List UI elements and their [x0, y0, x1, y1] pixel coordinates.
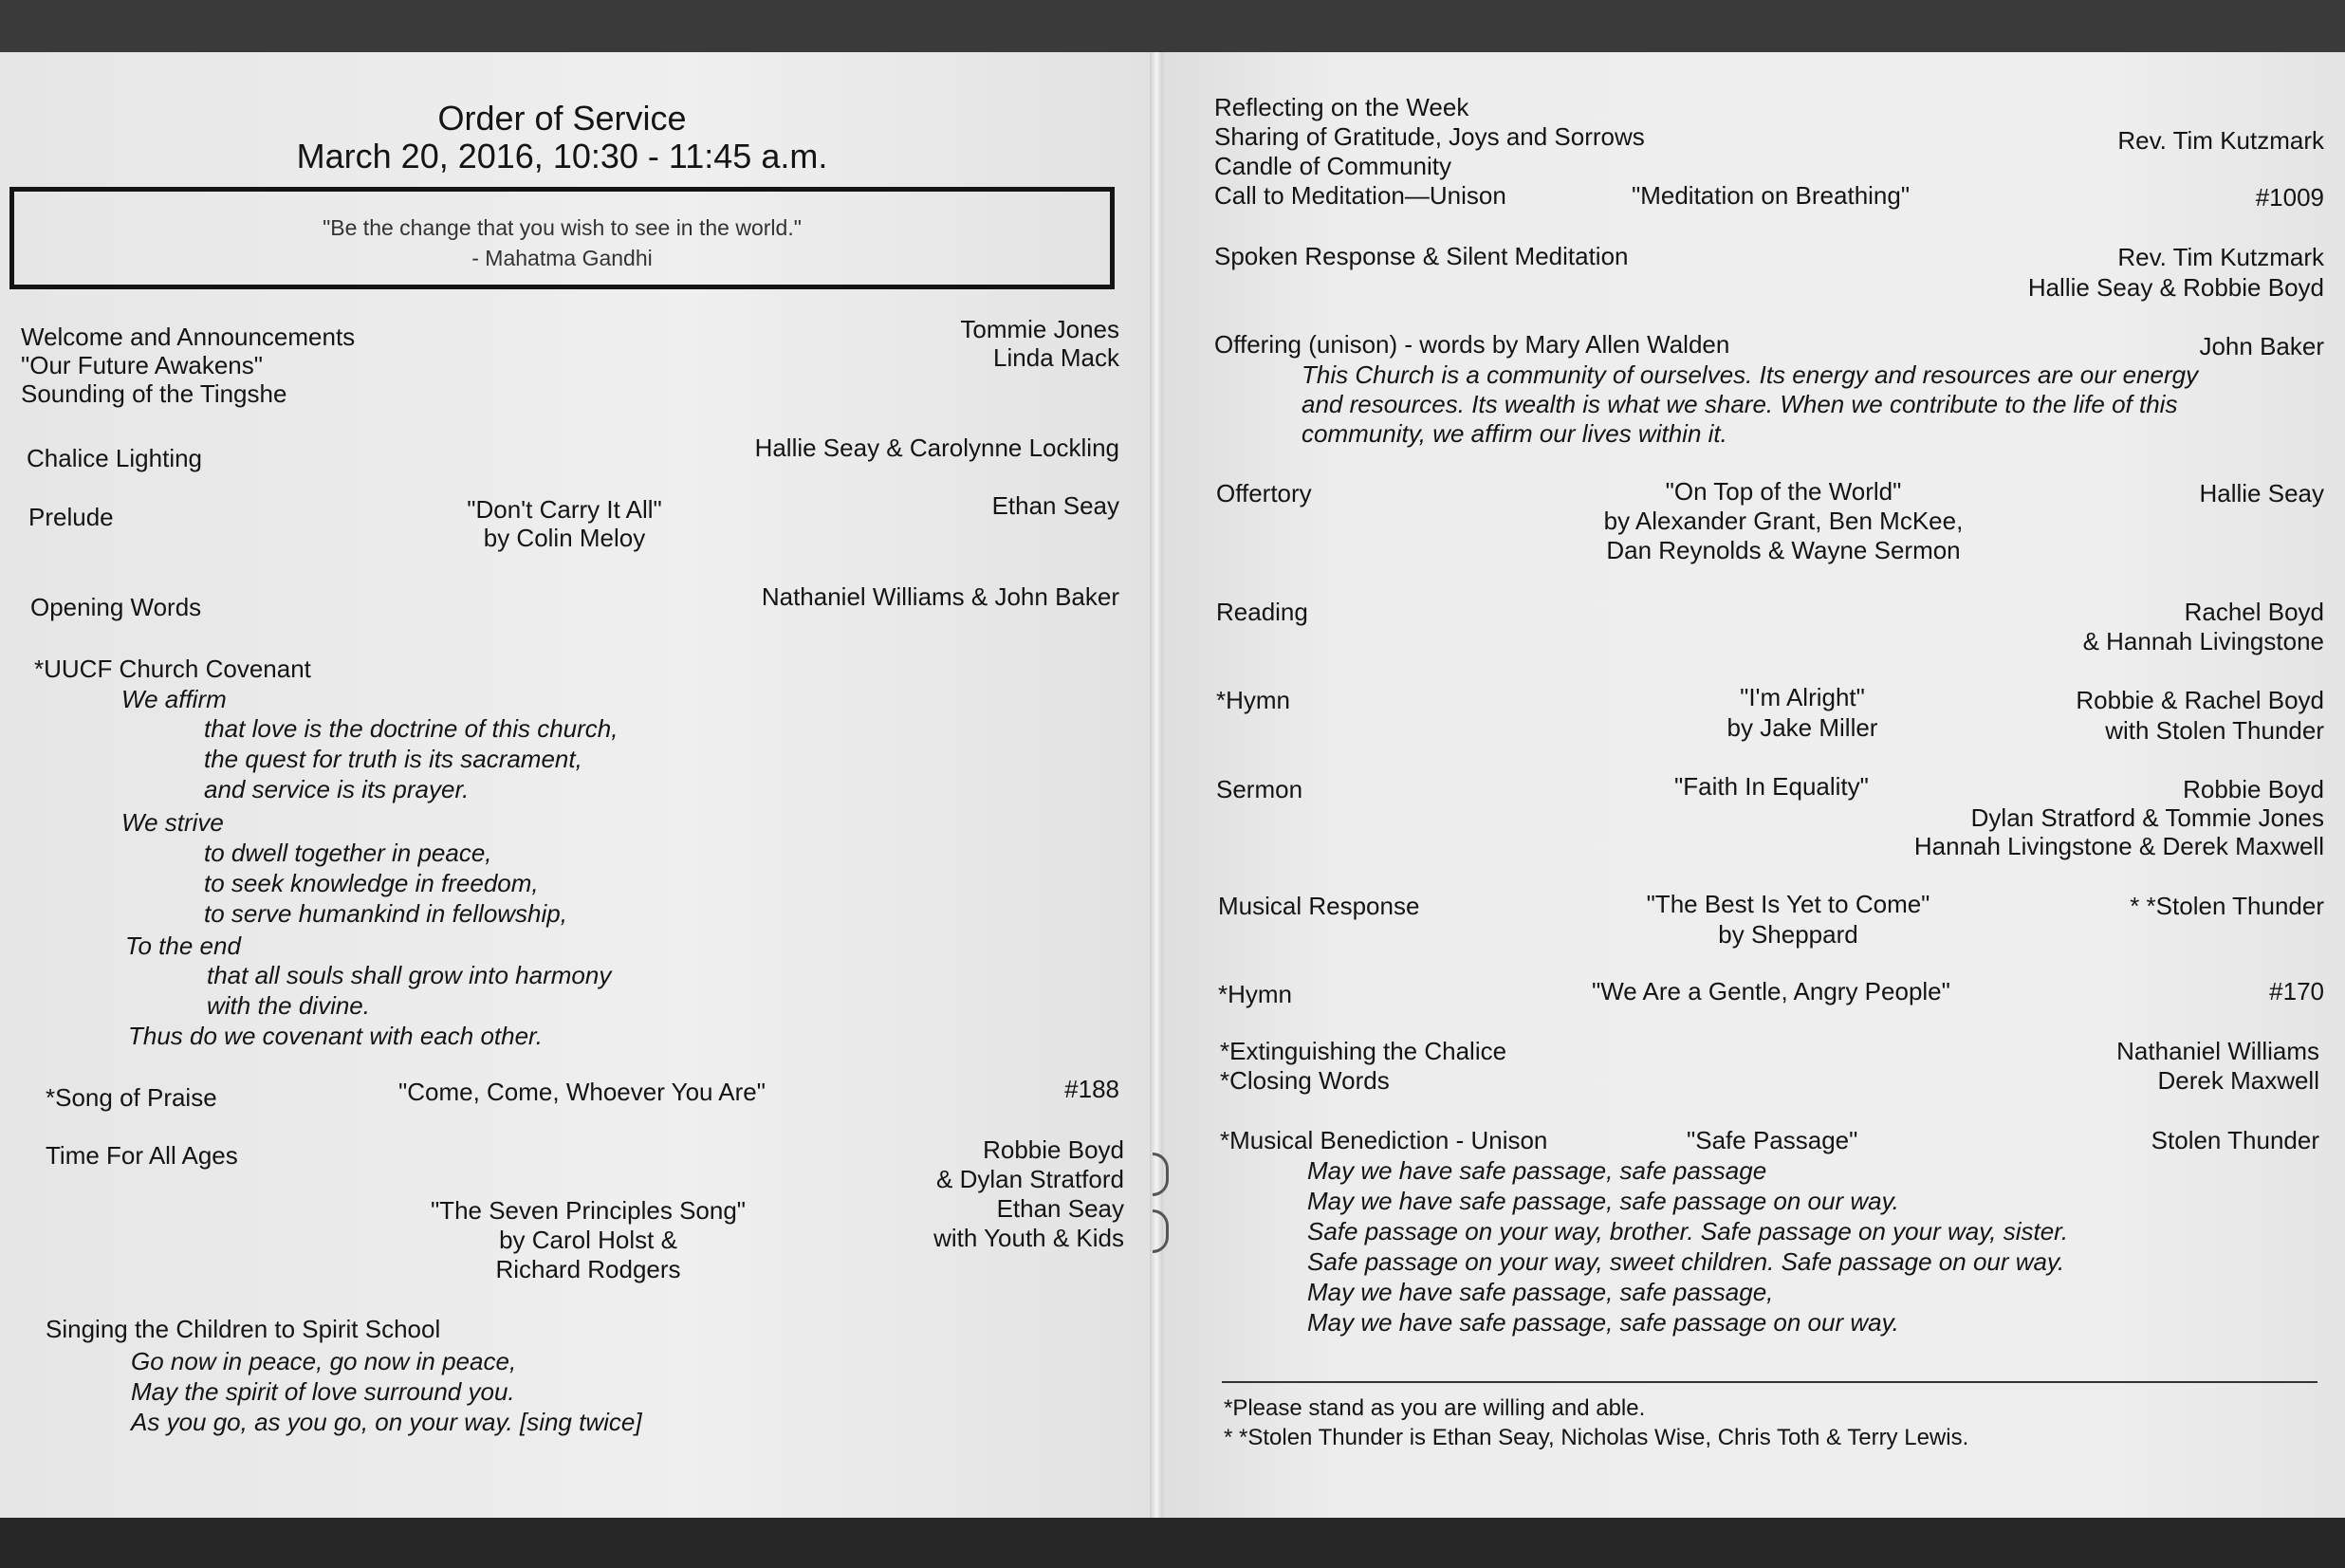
spoken-name: Hallie Seay & Robbie Boyd — [2027, 273, 2324, 302]
welcome-item: "Our Future Awakens" — [21, 351, 263, 379]
musical-response-title: "The Best Is Yet to Come" — [1646, 890, 1930, 918]
hymn2-number: #170 — [2269, 977, 2324, 1005]
hymn1-name: with Stolen Thunder — [2105, 716, 2324, 745]
covenant-label: *UUCF Church Covenant — [34, 655, 311, 683]
benediction-line: May we have safe passage, safe passage on our way. — [1307, 1187, 1899, 1215]
singing-line: As you go, as you go, on your way. [sing twice] — [131, 1408, 642, 1436]
covenant-line: to seek knowledge in freedom, — [204, 869, 539, 897]
sermon-title: "Faith In Equality" — [1674, 772, 1869, 801]
hymn1-name: Robbie & Rachel Boyd — [2076, 686, 2324, 714]
song-label: *Song of Praise — [46, 1083, 217, 1112]
covenant-line: to serve humankind in fellowship, — [204, 899, 567, 928]
song-title: "Come, Come, Whoever You Are" — [398, 1078, 766, 1106]
hymn1-label: *Hymn — [1216, 686, 1291, 714]
musical-response-name: * *Stolen Thunder — [2130, 892, 2324, 920]
footnote: * *Stolen Thunder is Ethan Seay, Nicholas Wise, Chris Toth & Terry Lewis. — [1224, 1425, 1969, 1450]
offering-line: This Church is a community of ourselves. Its energy and resources are our energy — [1302, 360, 2199, 389]
opening-names: Nathaniel Williams & John Baker — [761, 582, 1119, 611]
quote-text: "Be the change that you wish to see in the world." — [323, 215, 802, 240]
time-for-all-name: & Dylan Stratford — [936, 1165, 1124, 1193]
offering-label: Offering (unison) - words by Mary Allen Walden — [1214, 330, 1730, 359]
offertory-by: by Alexander Grant, Ben McKee, — [1603, 507, 1964, 535]
closing-words-name: Derek Maxwell — [2157, 1066, 2319, 1095]
hymn2-title: "We Are a Gentle, Angry People" — [1592, 977, 1950, 1005]
spoken-label: Spoken Response & Silent Meditation — [1214, 242, 1629, 270]
background-top — [0, 0, 2345, 57]
hymn1-title: "I'm Alright" — [1740, 683, 1865, 711]
sermon-name: Dylan Stratford & Tommie Jones — [1970, 803, 2324, 832]
offertory-title: "On Top of the World" — [1665, 477, 1902, 506]
welcome-name: Tommie Jones — [960, 315, 1119, 343]
hymn1-by: by Jake Miller — [1726, 713, 1878, 742]
opening-label: Opening Words — [30, 593, 202, 621]
spoken-name: Rev. Tim Kutzmark — [2117, 243, 2324, 271]
background-bottom — [0, 1513, 2345, 1568]
service-date: March 20, 2016, 10:30 - 11:45 a.m. — [296, 137, 828, 175]
reflecting-item: Call to Meditation—Unison — [1214, 181, 1506, 210]
welcome-item: Welcome and Announcements — [21, 323, 356, 351]
page-title: Order of Service — [437, 99, 687, 138]
benediction-line: Safe passage on your way, brother. Safe passage on your way, sister. — [1307, 1217, 2069, 1245]
footnote-divider — [1222, 1381, 2317, 1383]
covenant-line: with the divine. — [207, 991, 370, 1020]
hymn2-label: *Hymn — [1218, 980, 1293, 1008]
page-fold — [1150, 52, 1163, 1518]
benediction-line: Safe passage on your way, sweet children. Safe passage on our way. — [1307, 1247, 2065, 1276]
prelude-names: Ethan Seay — [991, 491, 1119, 520]
time-for-all-name: with Youth & Kids — [933, 1224, 1124, 1252]
reading-name: Rachel Boyd — [2184, 598, 2324, 626]
reflecting-item: Reflecting on the Week — [1214, 93, 1469, 121]
covenant-line: We strive — [121, 808, 224, 837]
covenant-line: To the end — [125, 932, 241, 960]
time-for-all-name: Robbie Boyd — [983, 1135, 1124, 1164]
reading-label: Reading — [1216, 598, 1308, 626]
offering-name: John Baker — [2199, 332, 2324, 360]
reflecting-item: Sharing of Gratitude, Joys and Sorrows — [1214, 122, 1645, 151]
covenant-line: the quest for truth is its sacrament, — [204, 745, 582, 773]
offering-line: community, we affirm our lives within it. — [1302, 419, 1727, 448]
welcome-name: Linda Mack — [993, 343, 1119, 372]
benediction-name: Stolen Thunder — [2151, 1126, 2319, 1154]
sermon-label: Sermon — [1216, 775, 1303, 803]
prelude-label: Prelude — [28, 503, 114, 531]
benediction-title: "Safe Passage" — [1687, 1126, 1858, 1154]
chalice-label: Chalice Lighting — [27, 444, 203, 472]
meditation-title: "Meditation on Breathing" — [1632, 181, 1911, 210]
seven-principles-by: by Carol Holst & — [499, 1226, 677, 1254]
time-for-all-name: Ethan Seay — [996, 1194, 1124, 1223]
time-for-all-label: Time For All Ages — [46, 1141, 238, 1170]
sermon-name: Hannah Livingstone & Derek Maxwell — [1913, 832, 2324, 860]
singing-label: Singing the Children to Spirit School — [46, 1315, 441, 1343]
covenant-line: We affirm — [121, 685, 227, 713]
reflecting-name: Rev. Tim Kutzmark — [2117, 126, 2324, 155]
song-number: #188 — [1064, 1075, 1119, 1103]
reading-name: & Hannah Livingstone — [2082, 627, 2324, 655]
covenant-line: that all souls shall grow into harmony — [207, 961, 612, 989]
quote-author: - Mahatma Gandhi — [471, 246, 653, 270]
footnote: *Please stand as you are willing and able. — [1224, 1395, 1646, 1421]
offertory-label: Offertory — [1216, 479, 1312, 507]
meditation-number: #1009 — [2255, 183, 2324, 212]
benediction-line: May we have safe passage, safe passage on our way. — [1307, 1308, 1899, 1337]
benediction-label: *Musical Benediction - Unison — [1220, 1126, 1548, 1154]
offering-line: and resources. Its wealth is what we share. When we contribute to the life of this — [1302, 390, 2178, 418]
closing-words-label: *Closing Words — [1220, 1066, 1390, 1095]
covenant-line: that love is the doctrine of this church, — [204, 714, 619, 743]
seven-principles-title: "The Seven Principles Song" — [430, 1196, 747, 1225]
sermon-name: Robbie Boyd — [2183, 775, 2324, 803]
extinguishing-label: *Extinguishing the Chalice — [1220, 1037, 1507, 1065]
musical-response-label: Musical Response — [1218, 892, 1420, 920]
covenant-line: to dwell together in peace, — [204, 839, 492, 867]
musical-response-by: by Sheppard — [1718, 920, 1858, 949]
welcome-item: Sounding of the Tingshe — [21, 379, 287, 408]
prelude-title: "Don't Carry It All" — [467, 495, 662, 524]
singing-line: May the spirit of love surround you. — [131, 1377, 515, 1406]
benediction-line: May we have safe passage, safe passage, — [1307, 1278, 1774, 1306]
covenant-line: Thus do we covenant with each other. — [128, 1022, 543, 1050]
covenant-line: and service is its prayer. — [204, 775, 470, 803]
singing-line: Go now in peace, go now in peace, — [131, 1347, 517, 1375]
seven-principles-by: Richard Rodgers — [495, 1255, 681, 1283]
chalice-names: Hallie Seay & Carolynne Lockling — [754, 434, 1119, 462]
reflecting-item: Candle of Community — [1214, 152, 1451, 180]
offertory-name: Hallie Seay — [2199, 479, 2324, 507]
benediction-line: May we have safe passage, safe passage — [1307, 1156, 1767, 1185]
prelude-by: by Colin Meloy — [483, 524, 646, 552]
extinguishing-name: Nathaniel Williams — [2116, 1037, 2319, 1065]
offertory-by: Dan Reynolds & Wayne Sermon — [1606, 536, 1961, 564]
